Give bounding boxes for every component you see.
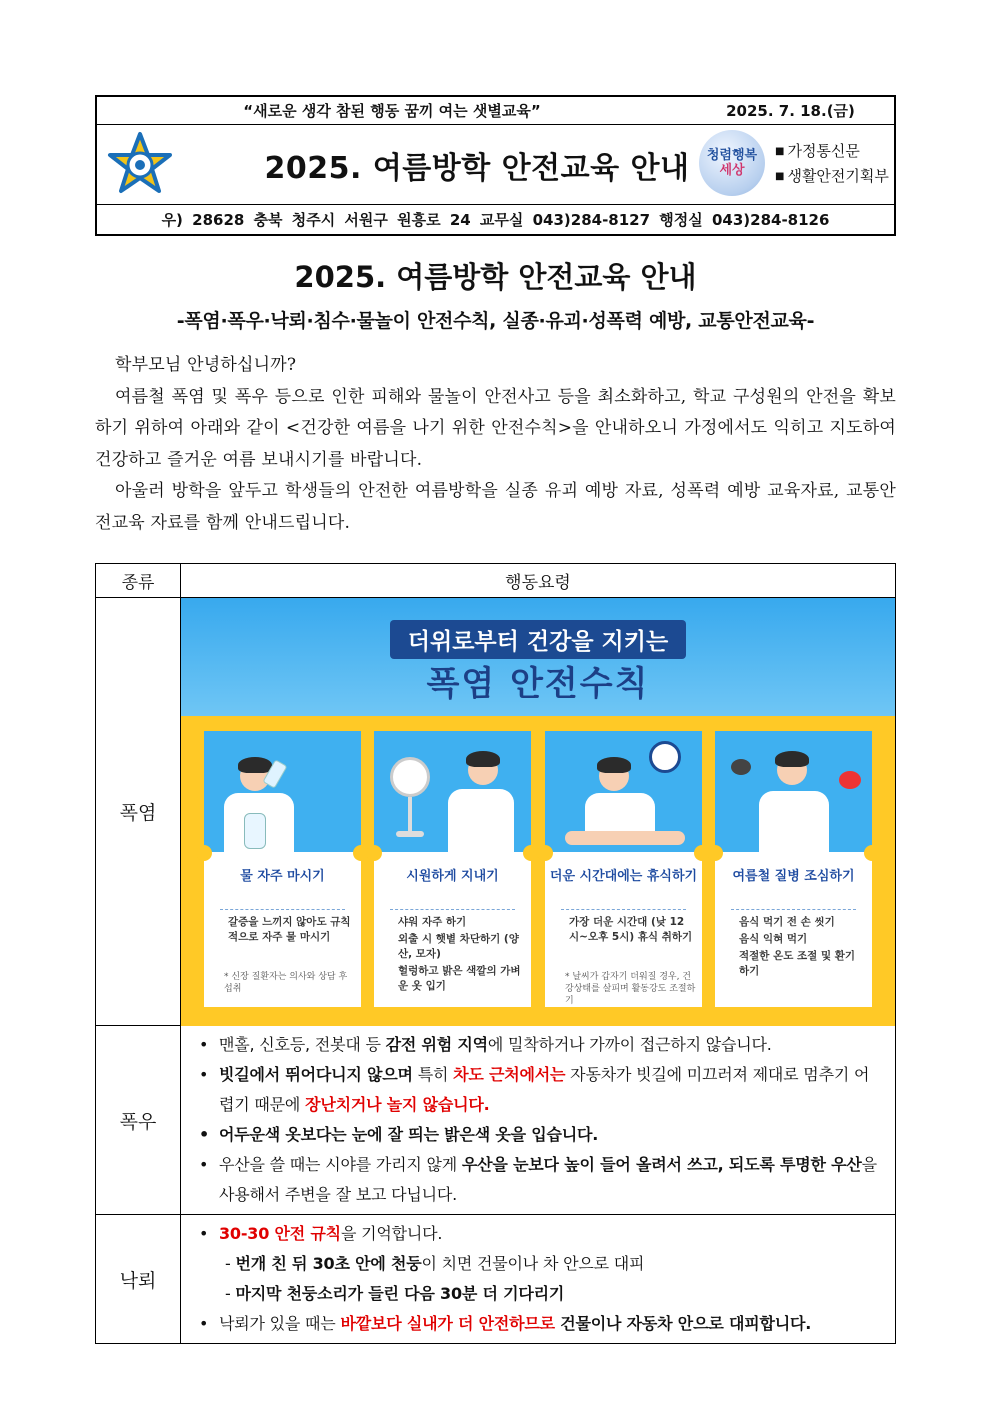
card-item: 외출 시 햇볕 차단하기 (양산, 모자)	[398, 933, 519, 960]
row-label-rain: 폭우	[96, 1026, 181, 1215]
card-title: 여름철 질병 조심하기	[732, 869, 855, 884]
heat-infographic-cell	[181, 598, 896, 1026]
infographic-title-2: 폭염 안전수칙	[426, 664, 650, 704]
card-note: * 날씨가 갑자기 더워질 경우, 건강상태를 살피며 활동강도 조절하기	[565, 972, 696, 1006]
list-item: • 낙뢰가 있을 때는 바깥보다 실내가 더 안전하므로 건물이나 자동차 안으로 대피합니다.	[193, 1309, 883, 1339]
card-title: 시원하게 지내기	[406, 869, 499, 884]
document-subtitle: -폭염·폭우·낙뢰·침수·물놀이 안전수칙, 실종·유괴·성폭력 예방, 교통안전교육-	[176, 310, 815, 332]
card-item: 가장 더운 시간대 (낮 12시~오후 5시) 휴식 취하기	[569, 916, 693, 943]
card-item: 음식 먹기 전 손 씻기	[739, 916, 835, 928]
column-header-type: 종류	[96, 564, 181, 598]
card-title: 더운 시간대에는 휴식하기	[549, 869, 698, 884]
header-top-row	[97, 97, 894, 125]
intro-text	[95, 350, 896, 539]
table-header-row	[96, 564, 896, 598]
list-item: • 맨홀, 신호등, 전봇대 등 감전 위험 지역에 밀착하거나 가까이 접근하지 않습니다.	[193, 1030, 883, 1060]
integrity-logo-text-2: 세상	[719, 163, 745, 178]
tag-newsletter: ■ 가정통신문	[775, 139, 889, 164]
rain-guidelines	[181, 1026, 896, 1215]
header-tags	[775, 139, 889, 189]
integrity-logo-text-1: 청렴행복	[706, 148, 758, 163]
card-note: * 신장 질환자는 의사와 상담 후 섭취	[224, 972, 348, 994]
list-subitem: - 마지막 천둥소리가 들린 다음 30분 더 기다리기	[225, 1284, 565, 1303]
row-label-lightning: 낙뢰	[96, 1215, 181, 1344]
card-item: 음식 익혀 먹기	[739, 933, 808, 945]
intro-paragraph-1: 여름철 폭염 및 폭우 등으로 인한 피해와 물놀이 안전사고 등을 최소화하고, 학교 구성원의 안전을 확보하기 위하여 아래와 같이 <건강한 여름을 나기 위한 안전수칙>을 안내하오니 가정에서도 익히고 지도하여 건강하고 즐거운 여름 보내시기를 바랍니다.	[95, 386, 896, 470]
integrity-logo-icon	[699, 130, 765, 196]
list-subitem: - 번개 친 뒤 30초 안에 천둥이 치면 건물이나 차 안으로 대피	[225, 1254, 645, 1273]
drinking-water-illustration	[204, 731, 361, 852]
card-title: 물 자주 마시기	[240, 869, 325, 884]
card-item: 적절한 온도 조절 및 환기하기	[739, 950, 856, 977]
heat-card-rest	[545, 731, 702, 1007]
heat-card-drink-water	[204, 731, 361, 1007]
tag-department: ■ 생활안전기획부	[775, 164, 889, 189]
heat-infographic	[181, 598, 895, 1026]
card-item: 샤워 자주 하기	[398, 916, 467, 928]
newsletter-header	[95, 95, 896, 236]
fan-illustration	[374, 731, 531, 852]
lightning-guidelines	[181, 1215, 896, 1344]
card-item: 헐렁하고 밝은 색깔의 가벼운 옷 입기	[398, 965, 521, 992]
heat-card-stay-cool	[374, 731, 531, 1007]
list-item: • 빗길에서 뛰어다니지 않으며 특히 차도 근처에서는 자동차가 빗길에 미끄러져 제대로 멈추기 어렵기 때문에 장난치거나 놀지 않습니다.	[193, 1060, 883, 1120]
infographic-title-1: 더위로부터 건강을 지키는	[390, 620, 686, 659]
header-title-row	[97, 125, 894, 205]
list-item: • 30-30 안전 규칙을 기억합니다.	[193, 1219, 883, 1249]
document-title: 2025. 여름방학 안전교육 안내	[294, 260, 697, 294]
school-logo-icon	[107, 131, 173, 197]
school-slogan: “새로운 생각 참된 행동 꿈끼 여는 샛별교육”	[243, 102, 541, 120]
list-item: • 어두운색 옷보다는 눈에 잘 띄는 밝은색 옷을 입습니다.	[193, 1120, 883, 1150]
intro-paragraph-2: 아울러 방학을 앞두고 학생들의 안전한 여름방학을 실종 유괴 예방 자료, 성폭력 예방 교육자료, 교통안전교육 자료를 함께 안내드립니다.	[95, 481, 896, 533]
row-label-heat: 폭염	[96, 598, 181, 1026]
table-row-heat	[96, 598, 896, 1026]
issue-date: 2025. 7. 18.(금)	[726, 102, 855, 120]
table-row-rain	[96, 1026, 896, 1215]
header-title: 2025. 여름방학 안전교육 안내	[264, 151, 690, 186]
column-header-action: 행동요령	[181, 564, 896, 598]
school-address: 우) 28628 충북 청주시 서원구 원흥로 24 교무실 043)284-8127 행정실 043)284-8126	[161, 211, 830, 229]
heat-card-disease	[715, 731, 872, 1007]
card-item: 갈증을 느끼지 않아도 규칙적으로 자주 물 마시기	[228, 916, 351, 943]
greeting: 학부모님 안녕하십니까?	[115, 355, 297, 375]
table-row-lightning	[96, 1215, 896, 1344]
resting-illustration	[545, 731, 702, 852]
safety-guide-table	[95, 563, 896, 1344]
list-item: • 우산을 쓸 때는 시야를 가리지 않게 우산을 눈보다 높이 들어 올려서 쓰고, 되도록 투명한 우산을 사용해서 주변을 잘 보고 다닙니다.	[193, 1150, 883, 1210]
sick-illustration	[715, 731, 872, 852]
